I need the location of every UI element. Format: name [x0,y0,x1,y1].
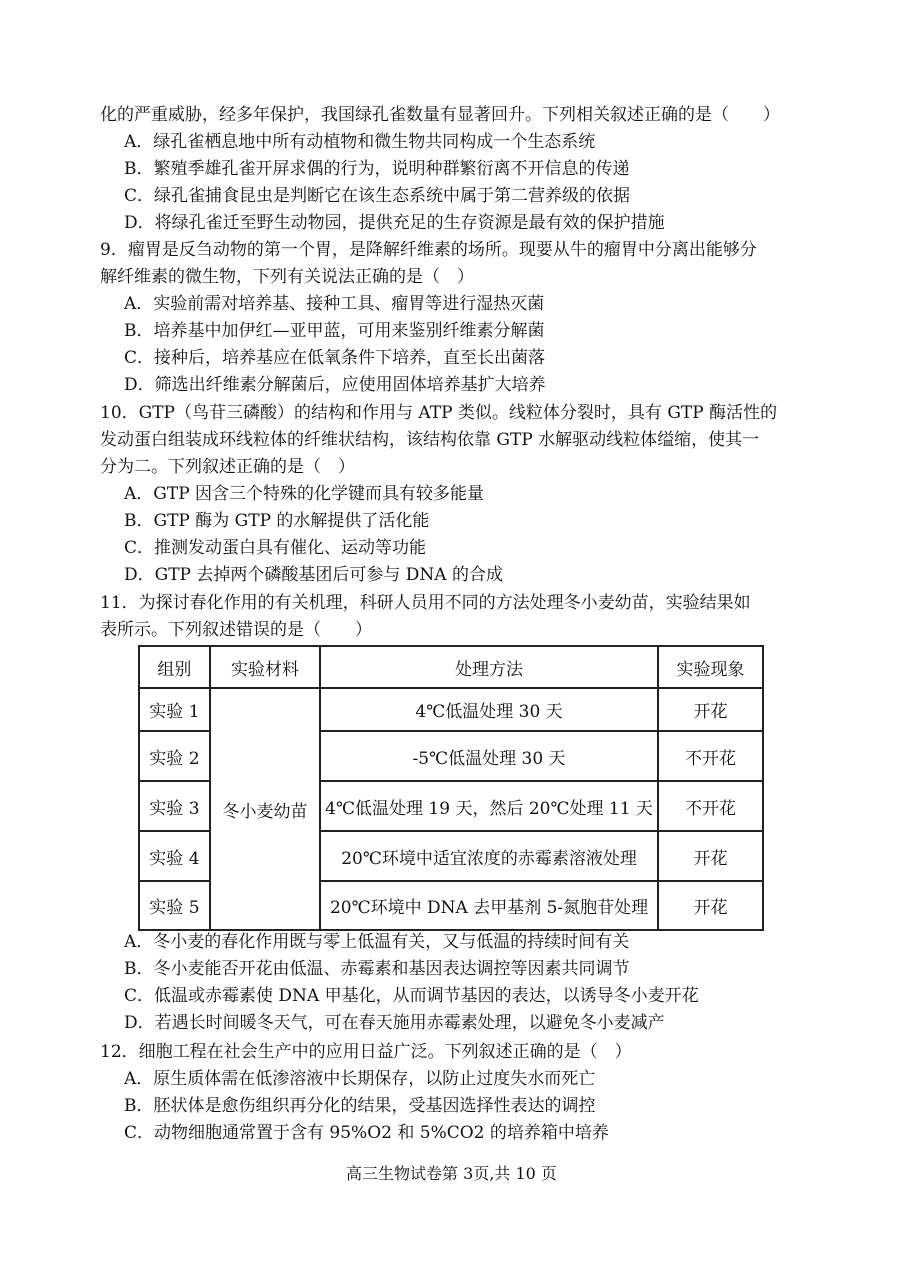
cell-material: 冬小麦幼苗 [210,688,320,930]
q8-option-b: B．繁殖季雄孔雀开屏求偶的行为，说明种群繁衍离不开信息的传递 [124,159,630,179]
q11-option-a: A．冬小麦的春化作用既与零上低温有关，又与低温的持续时间有关 [124,932,630,952]
q9-option-b: B．培养基中加伊红—亚甲蓝，可用来鉴别纤维素分解菌 [124,321,545,341]
q10-option-d: D．GTP 去掉两个磷酸基团后可参与 DNA 的合成 [124,565,503,585]
question-12-stem: 12．细胞工程在社会生产中的应用日益广泛。下列叙述正确的是（ ） [100,1042,632,1062]
cell-result: 不开花 [658,731,763,781]
question-10-stem-line1: 10．GTP（鸟苷三磷酸）的结构和作用与 ATP 类似。线粒体分裂时，具有 GTP 酶活性的 [100,403,778,423]
header-result: 实验现象 [658,646,763,688]
question-11-stem-line1: 11．为探讨春化作用的有关机理，科研人员用不同的方法处理冬小麦幼苗，实验结果如 [100,593,751,613]
cell-method: 4℃低温处理 19 天，然后 20℃处理 11 天 [320,781,658,831]
header-material: 实验材料 [210,646,320,688]
question-9-stem-line2: 解纤维素的微生物，下列有关说法正确的是（ ） [100,267,474,287]
header-group: 组别 [139,646,210,688]
q10-option-b: B．GTP 酶为 GTP 的水解提供了活化能 [124,511,430,531]
q8-option-a: A．绿孔雀栖息地中所有动植物和微生物共同构成一个生态系统 [124,132,596,152]
q9-option-a: A．实验前需对培养基、接种工具、瘤胃等进行湿热灭菌 [124,294,545,314]
cell-result: 开花 [658,881,763,930]
question-9-stem-line1: 9．瘤胃是反刍动物的第一个胃，是降解纤维素的场所。现要从牛的瘤胃中分离出能够分 [100,240,757,260]
cell-result: 不开花 [658,781,763,831]
q12-option-b: B．胚状体是愈伤组织再分化的结果，受基因选择性表达的调控 [124,1096,596,1116]
cell-group: 实验 2 [139,731,210,781]
q9-option-d: D．筛选出纤维素分解菌后，应使用固体培养基扩大培养 [124,375,546,395]
q8-option-c: C．绿孔雀捕食昆虫是判断它在该生态系统中属于第二营养级的依据 [124,186,631,206]
experiment-table [138,645,764,931]
question-8-stem-tail: 化的严重威胁，经多年保护，我国绿孔雀数量有显著回升。下列相关叙述正确的是（ ） [100,105,780,125]
q12-option-a: A．原生质体需在低渗溶液中长期保存，以防止过度失水而死亡 [124,1069,596,1089]
question-11-stem-line2: 表所示。下列叙述错误的是（ ） [100,620,372,640]
q11-option-d: D．若遇长时间暖冬天气，可在春天施用赤霉素处理，以避免冬小麦减产 [124,1013,665,1033]
cell-group: 实验 3 [139,781,210,831]
cell-group: 实验 5 [139,881,210,930]
q12-option-c: C．动物细胞通常置于含有 95%O2 和 5%CO2 的培养箱中培养 [124,1123,609,1143]
q10-option-a: A．GTP 因含三个特殊的化学键而具有较多能量 [124,484,485,504]
cell-method: 20℃环境中适宜浓度的赤霉素溶液处理 [320,831,658,881]
cell-group: 实验 4 [139,831,210,881]
question-10-stem-line2: 发动蛋白组装成环线粒体的纤维状结构，该结构依靠 GTP 水解驱动线粒体缢缩，使其一 [100,430,760,450]
cell-method: 20℃环境中 DNA 去甲基剂 5-氮胞苷处理 [320,881,658,930]
header-method: 处理方法 [320,646,658,688]
cell-method: -5℃低温处理 30 天 [320,731,658,781]
cell-result: 开花 [658,688,763,731]
question-10-stem-line3: 分为二。下列叙述正确的是（ ） [100,457,355,477]
table-row [139,688,763,731]
q10-option-c: C．推测发动蛋白具有催化、运动等功能 [124,538,427,558]
q11-option-b: B．冬小麦能否开花由低温、赤霉素和基因表达调控等因素共同调节 [124,959,630,979]
cell-method: 4℃低温处理 30 天 [320,688,658,731]
table-header-row [139,646,763,688]
cell-group: 实验 1 [139,688,210,731]
q8-option-d: D．将绿孔雀迁至野生动物园，提供充足的生存资源是最有效的保护措施 [124,213,665,233]
page-footer: 高三生物试卷第 3页,共 10 页 [346,1164,557,1183]
q9-option-c: C．接种后，培养基应在低氧条件下培养，直至长出菌落 [124,348,546,368]
cell-result: 开花 [658,831,763,881]
q11-option-c: C．低温或赤霉素使 DNA 甲基化，从而调节基因的表达，以诱导冬小麦开花 [124,986,699,1006]
